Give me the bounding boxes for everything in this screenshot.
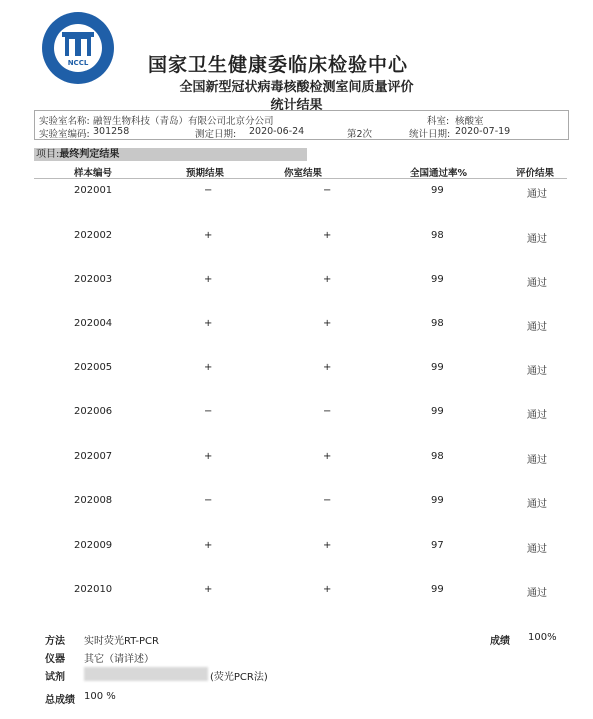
sample-id: 202001 [74, 185, 113, 196]
pass-rate: 99 [431, 406, 444, 417]
lab-result: + [323, 451, 332, 462]
method-label: 方法 [45, 636, 65, 647]
expected-result: − [204, 406, 213, 417]
table-row [0, 274, 593, 288]
test-date: 2020-06-24 [249, 126, 305, 137]
sample-id: 202008 [74, 495, 113, 506]
department: 核酸室 [455, 116, 484, 127]
expected-result: − [204, 495, 213, 506]
total-score-value: 100 % [84, 691, 116, 702]
lab-result: + [323, 584, 332, 595]
sample-id: 202003 [74, 274, 113, 285]
report-title: 统计结果 [270, 98, 323, 113]
expected-result: + [204, 230, 213, 241]
expected-result: + [204, 362, 213, 373]
score-label: 成绩 [490, 636, 510, 647]
lab-name: 融智生物科技（青岛）有限公司北京分公司 [93, 116, 274, 127]
test-date-label: 测定日期: [195, 129, 237, 140]
method-value: 实时荧光RT-PCR [84, 636, 159, 647]
expected-result: − [204, 185, 213, 196]
sample-id: 202005 [74, 362, 113, 373]
pass-rate: 98 [431, 318, 444, 329]
sample-id: 202007 [74, 451, 113, 462]
org-title: 国家卫生健康委临床检验中心 [148, 54, 409, 76]
section-header [34, 148, 307, 161]
sample-id: 202010 [74, 584, 113, 595]
col-header-eval: 评价结果 [516, 168, 555, 179]
table-row [0, 230, 593, 244]
reagent-value: (荧光PCR法) [210, 672, 268, 683]
lab-result: + [323, 230, 332, 241]
table-row [0, 451, 593, 465]
sample-id: 202006 [74, 406, 113, 417]
instrument-label: 仪器 [45, 654, 65, 665]
lab-result: + [323, 540, 332, 551]
table-row [0, 495, 593, 509]
evaluation: 通过 [527, 366, 547, 377]
lab-code-label: 实验室编码: [39, 129, 90, 140]
lab-result: − [323, 495, 332, 506]
lab-result: − [323, 406, 332, 417]
sample-id: 202009 [74, 540, 113, 551]
lab-name-label: 实验室名称: [39, 116, 90, 127]
report-subtitle: 全国新型冠状病毒核酸检测室间质量评价 [179, 80, 414, 95]
pass-rate: 99 [431, 274, 444, 285]
table-row [0, 540, 593, 554]
evaluation: 通过 [527, 455, 547, 466]
evaluation: 通过 [527, 499, 547, 510]
pass-rate: 99 [431, 495, 444, 506]
redacted-reagent-name [84, 667, 208, 681]
col-header-rate: 全国通过率% [410, 168, 468, 179]
table-row [0, 318, 593, 332]
expected-result: + [204, 540, 213, 551]
section-label: 项目: [36, 149, 60, 160]
lab-result: + [323, 362, 332, 373]
lab-result: + [323, 274, 332, 285]
expected-result: + [204, 274, 213, 285]
pass-rate: 98 [431, 230, 444, 241]
total-score-label: 总成绩 [45, 695, 75, 706]
expected-result: + [204, 318, 213, 329]
col-header-yours: 你室结果 [284, 168, 323, 179]
reagent-label: 试剂 [45, 672, 65, 683]
round-label: 第2次 [347, 129, 373, 140]
evaluation: 通过 [527, 322, 547, 333]
lab-code: 301258 [93, 126, 130, 137]
table-row [0, 406, 593, 420]
department-label: 科室: [427, 116, 450, 127]
pass-rate: 97 [431, 540, 444, 551]
pass-rate: 99 [431, 362, 444, 373]
pass-rate: 99 [431, 584, 444, 595]
expected-result: + [204, 451, 213, 462]
stat-date: 2020-07-19 [455, 126, 511, 137]
pass-rate: 99 [431, 185, 444, 196]
evaluation: 通过 [527, 189, 547, 200]
lab-info-box [34, 110, 569, 140]
evaluation: 通过 [527, 278, 547, 289]
sample-id: 202004 [74, 318, 113, 329]
score-value: 100% [528, 632, 557, 643]
instrument-value: 其它（请详述） [84, 654, 154, 665]
evaluation: 通过 [527, 544, 547, 555]
col-header-sample: 样本编号 [74, 168, 113, 179]
nccl-logo [40, 10, 116, 86]
stat-date-label: 统计日期: [409, 129, 451, 140]
logo-text: NCCL [67, 59, 89, 67]
header-divider [34, 178, 567, 179]
evaluation: 通过 [527, 588, 547, 599]
lab-result: − [323, 185, 332, 196]
table-row [0, 584, 593, 598]
lab-result: + [323, 318, 332, 329]
pass-rate: 98 [431, 451, 444, 462]
evaluation: 通过 [527, 410, 547, 421]
col-header-expected: 预期结果 [186, 168, 225, 179]
table-row [0, 362, 593, 376]
section-value: 最终判定结果 [59, 149, 120, 160]
table-row [0, 185, 593, 199]
expected-result: + [204, 584, 213, 595]
sample-id: 202002 [74, 230, 113, 241]
evaluation: 通过 [527, 234, 547, 245]
